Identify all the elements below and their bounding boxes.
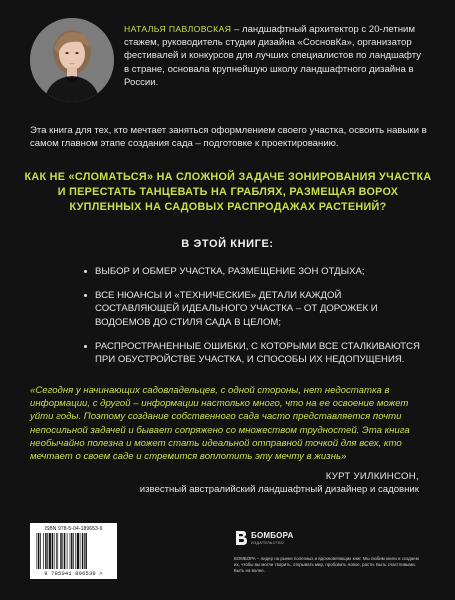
barcode-digits: 9 785041 896539 >	[44, 571, 103, 577]
testimonial-author-name: КУРТ УИЛКИНСОН,	[325, 471, 419, 482]
barcode-bar	[70, 533, 71, 569]
barcode-bar	[38, 533, 39, 569]
barcode-bar	[40, 533, 41, 569]
list-item-text: ВЫБОР И ОБМЕР УЧАСТКА, РАЗМЕЩЕНИЕ ЗОН ОТДЫХА;	[95, 266, 365, 277]
barcode-bar	[52, 533, 53, 569]
contents-list	[95, 265, 425, 377]
list-item	[95, 265, 425, 278]
author-bio-text: – ландшафтный архитектор с 20-летним стажем, руководитель студии дизайна «СосновКа», организатор фестивалей и конкурсов для лучших специалистов по ландшафту в стране, основала крупнейшую школу ландшафтного дизайна в России.	[124, 24, 422, 88]
list-item-text: РАСПРОСТРАНЕННЫЕ ОШИБКИ, С КОТОРЫМИ ВСЕ СТАЛКИВАЮТСЯ ПРИ ОБУСТРОЙСТВЕ УЧАСТКА, И СПОСОБЫ ИХ НЕДОПУЩЕНИЯ.	[95, 340, 420, 366]
barcode-bar	[73, 533, 74, 569]
barcode-bar	[49, 533, 51, 569]
barcode-bar	[85, 533, 86, 569]
barcode-bar	[71, 533, 72, 569]
bullet-icon	[84, 270, 87, 273]
barcode-bar	[54, 533, 55, 569]
testimonial-author	[140, 470, 419, 496]
publisher-sub: ИЗДАТЕЛЬСТВО	[251, 541, 285, 545]
barcode-bar	[43, 533, 44, 569]
barcode-bar	[47, 533, 48, 569]
testimonial-quote: «Сегодня у начинающих садовладельцев, с одной стороны, нет недостатка в информации, с другой – информации настолько много, что на ее освоение может уйти годы. Поэтому создание собственного сада часто представляется почти непосильной задачей и бывает сопряжено со множеством трудностей. Эта книга необычайно полезна и может стать идеальной отправной точкой для всех, кто мечтает о своем саде и стремится воплотить эту мечту в жизнь»	[30, 385, 410, 463]
barcode-bar	[84, 533, 85, 569]
barcode-bar	[62, 533, 63, 569]
in-book-heading: В ЭТОЙ КНИГЕ:	[181, 238, 274, 250]
barcode-bar	[37, 533, 38, 569]
barcode-bar	[57, 533, 58, 569]
barcode-bar	[56, 533, 57, 569]
intro-paragraph: Эта книга для тех, кто мечтает заняться оформлением своего участка, освоить навыки в самом главном этапе создания сада – подготовке к проектированию.	[30, 125, 427, 150]
barcode-bar	[82, 533, 83, 569]
barcode-bar	[60, 533, 61, 569]
publisher-logo	[234, 528, 294, 550]
list-item	[95, 340, 425, 366]
list-item	[95, 289, 425, 329]
barcode-bars	[36, 533, 111, 569]
publisher-blurb: БОМБОРА – лидер на рынке полезных и вдохновляющих книг. Мы любим книги и создаем их, чтобы вы могли творить, открывать мир, пробовать новое, расти. Быть счастливыми. Быть на волне.	[234, 556, 419, 573]
barcode-bar	[45, 533, 46, 569]
list-item-text: ВСЕ НЮАНСЫ И «ТЕХНИЧЕСКИЕ» ДЕТАЛИ КАЖДОЙ СОСТАВЛЯЮЩЕЙ ИДЕАЛЬНОГО УЧАСТКА – ОТ ДОРОЖЕК И ВОДОЕМОВ ДО СТИЛЯ САДА В ЦЕЛОМ;	[95, 290, 378, 328]
author-name: НАТАЛЬЯ ПАВЛОВСКАЯ	[124, 24, 232, 34]
barcode-bar	[77, 533, 79, 569]
headline-question: КАК НЕ «СЛОМАТЬСЯ» НА СЛОЖНОЙ ЗАДАЧЕ ЗОНИРОВАНИЯ УЧАСТКА И ПЕРЕСТАТЬ ТАНЦЕВАТЬ НА ГРАБЛЯХ, РАЗМЕЩАЯ ВОРОХ КУПЛЕННЫХ НА САДОВЫХ РАСПРОДАЖАХ РАСТЕНИЙ?	[24, 171, 432, 213]
bullet-icon	[84, 345, 87, 348]
barcode-bar	[67, 533, 68, 569]
author-bio	[124, 23, 424, 89]
barcode-bar	[80, 533, 81, 569]
isbn-label: ISBN 978-5-04-189653-9	[44, 526, 103, 532]
publisher-name: БОМБОРА	[251, 531, 294, 540]
testimonial-author-title: известный австралийский ландшафтный дизайнер и садовник	[139, 484, 419, 496]
barcode-bar	[75, 533, 76, 569]
bombora-logo-icon	[234, 530, 248, 546]
author-photo	[30, 18, 114, 102]
barcode	[30, 523, 117, 579]
bullet-icon	[84, 294, 87, 297]
barcode-bar	[64, 533, 65, 569]
